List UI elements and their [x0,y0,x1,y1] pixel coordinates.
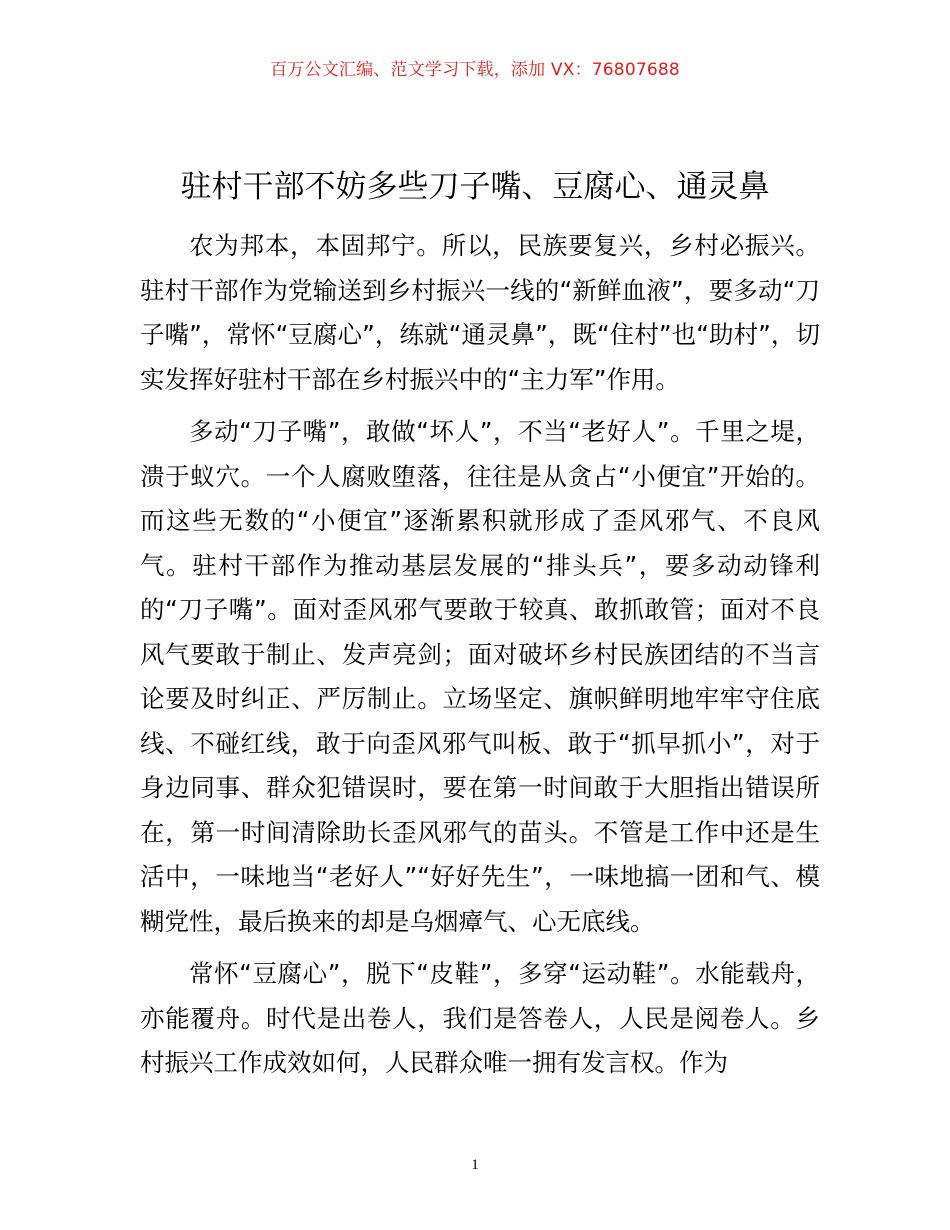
document-body [140,224,820,1094]
document-title: 驻村干部不妨多些刀子嘴、豆腐心、通灵鼻 [180,169,770,205]
paragraph-sharp-tongue: 多动“刀子嘴”，敢做“坏人”，不当“老好人”。千里之堤，溃于蚁穴。一个人腐败堕落，往往是从贪占“小便宜”开始的。而这些无数的“小便宜”逐渐累积就形成了歪风邪气、不良风气。驻村干部作为推动基层发展的“排头兵”，要多动动锋利的“刀子嘴”。面对歪风邪气要敢于较真、敢抓敢管；面对不良风气要敢于制止、发声亮剑；面对破坏乡村民族团结的不当言论要及时纠正、严厉制止。立场坚定、旗帜鲜明地牢牢守住底线、不碰红线，敢于向歪风邪气叫板、敢于“抓早抓小”，对于身边同事、群众犯错误时，要在第一时间敢于大胆指出错误所在，第一时间清除助长歪风邪气的苗头。不管是工作中还是生活中，一味地当“老好人”“好好先生”，一味地搞一团和气、模糊党性，最后换来的却是乌烟瘴气、心无底线。 [140,417,820,936]
paragraph-soft-heart: 常怀“豆腐心”，脱下“皮鞋”，多穿“运动鞋”。水能载舟，亦能覆舟。时代是出卷人，我们是答卷人，人民是阅卷人。乡村振兴工作成效如何，人民群众唯一拥有发言权。作为 [140,959,820,1077]
header-watermark-note: 百万公文汇编、范文学习下载，添加 VX：76807688 [270,60,680,80]
paragraph-intro: 农为邦本，本固邦宁。所以，民族要复兴，乡村必振兴。驻村干部作为党输送到乡村振兴一线的“新鲜血液”，要多动“刀子嘴”，常怀“豆腐心”，练就“通灵鼻”，既“住村”也“助村”，切实发挥好驻村干部在乡村振兴中的“主力军”作用。 [140,231,820,394]
page-number: 1 [471,1157,479,1173]
